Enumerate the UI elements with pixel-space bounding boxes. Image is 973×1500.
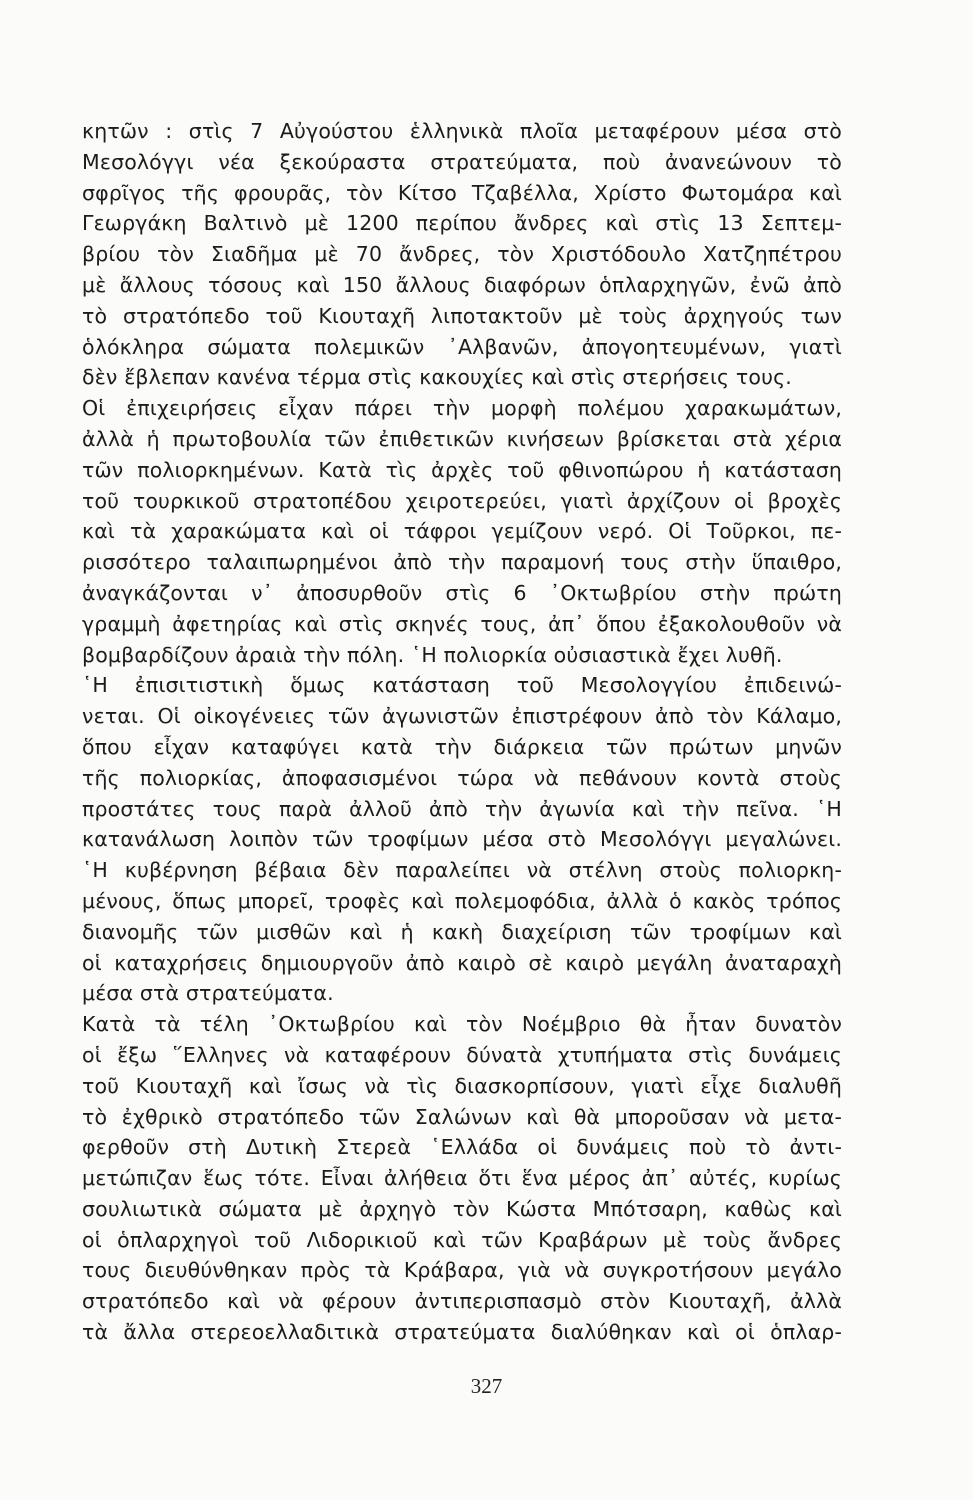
text-line: στρατόπεδο καὶ νὰ φέρουν ἀντιπερισπασμὸ στὸν Κιουταχῆ, ἀλλὰ xyxy=(82,1289,842,1314)
text-line: διανομῆς τῶν μισθῶν καὶ ἡ κακὴ διαχείριση τῶν τροφίμων καὶ xyxy=(82,919,842,944)
text-line: κατανάλωση λοιπὸν τῶν τροφίμων μέσα στὸ Μεσολόγγι μεγαλώνει. xyxy=(82,827,842,852)
page-number: 327 xyxy=(470,1374,503,1398)
text-line: βομβαρδίζουν ἀραιὰ τὴν πόλη. ῾Η πολιορκία οὐσιαστικὰ ἔχει λυθῆ. xyxy=(82,642,783,667)
text-line: ὅπου εἶχαν καταφύγει κατὰ τὴν διάρκεια τῶν πρώτων μηνῶν xyxy=(82,734,842,759)
text-line: Οἱ ἐπιχειρήσεις εἶχαν πάρει τὴν μορφὴ πολέμου χαρακωμάτων, xyxy=(82,396,842,421)
text-line: τὰ ἄλλα στερεοελλαδιτικὰ στρατεύματα διαλύθηκαν καὶ οἱ ὁπλαρ- xyxy=(82,1320,842,1345)
text-line: Κατὰ τὰ τέλη ᾿Οκτωβρίου καὶ τὸν Νοέμβριο θὰ ἦταν δυνατὸν xyxy=(82,1012,842,1037)
text-line: οἱ ὁπλαρχηγοὶ τοῦ Λιδορικιοῦ καὶ τῶν Κραβάρων μὲ τοὺς ἄνδρες xyxy=(82,1227,842,1252)
text-line: μὲ ἄλλους τόσους καὶ 150 ἄλλους διαφόρων ὁπλαρχηγῶν, ἐνῶ ἀπὸ xyxy=(82,272,842,297)
text-line: οἱ καταχρήσεις δημιουργοῦν ἀπὸ καιρὸ σὲ καιρὸ μεγάλη ἀναταραχὴ xyxy=(82,950,842,975)
text-line: ἀλλὰ ἡ πρωτοβουλία τῶν ἐπιθετικῶν κινήσεων βρίσκεται στὰ χέρια xyxy=(82,426,842,451)
text-line: ὁλόκληρα σώματα πολεμικῶν ᾿Αλβανῶν, ἀπογοητευμένων, γιατὶ xyxy=(82,334,842,359)
text-line: σφρῖγος τῆς φρουρᾶς, τὸν Κίτσο Τζαβέλλα, Χρίστο Φωτομάρα καὶ xyxy=(82,180,842,205)
text-line: βρίου τὸν Σιαδῆμα μὲ 70 ἄνδρες, τὸν Χριστόδουλο Χατζηπέτρου xyxy=(82,242,842,267)
text-line: κητῶν : στὶς 7 Αὐγούστου ἑλληνικὰ πλοῖα μεταφέρουν μέσα στὸ xyxy=(82,119,842,143)
text-line: τῆς πολιορκίας, ἀποφασισμένοι τώρα νὰ πεθάνουν κοντὰ στοὺς xyxy=(82,765,842,790)
text-line: προστάτες τους παρὰ ἀλλοῦ ἀπὸ τὴν ἀγωνία καὶ τὴν πεῖνα. ῾Η xyxy=(82,796,842,821)
text-line: τῶν πολιορκημένων. Κατὰ τὶς ἀρχὲς τοῦ φθινοπώρου ἡ κατάσταση xyxy=(82,457,842,482)
text-line: μέσα στὰ στρατεύματα. xyxy=(82,981,334,1006)
text-line: δὲν ἔβλεπαν κανένα τέρμα στὶς κακουχίες καὶ στὶς στερήσεις τους. xyxy=(82,365,792,390)
text-line: τους διευθύνθηκαν πρὸς τὰ Κράβαρα, γιὰ νὰ συγκροτήσουν μεγάλο xyxy=(82,1258,842,1283)
text-line: ρισσότερο ταλαιπωρημένοι ἀπὸ τὴν παραμονή τους στὴν ὕπαιθρο, xyxy=(82,550,842,575)
text-line: ῾Η κυβέρνηση βέβαια δὲν παραλείπει νὰ στέλνη στοὺς πολιορκη- xyxy=(82,858,842,883)
body-text xyxy=(82,116,842,1348)
text-line: μένους, ὅπως μπορεῖ, τροφὲς καὶ πολεμοφόδια, ἀλλὰ ὁ κακὸς τρόπος xyxy=(82,888,842,913)
text-line: σουλιωτικὰ σώματα μὲ ἀρχηγὸ τὸν Κώστα Μπότσαρη, καθὼς καὶ xyxy=(82,1196,842,1221)
text-line: γραμμὴ ἀφετηρίας καὶ στὶς σκηνές τους, ἀπ᾿ ὅπου ἐξακολουθοῦν νὰ xyxy=(82,611,842,636)
text-line: τὸ στρατόπεδο τοῦ Κιουταχῆ λιποτακτοῦν μὲ τοὺς ἀρχηγούς των xyxy=(82,303,842,328)
text-line: τοῦ Κιουταχῆ καὶ ἴσως νὰ τὶς διασκορπίσουν, γιατὶ εἶχε διαλυθῆ xyxy=(82,1073,842,1098)
text-line: φερθοῦν στὴ Δυτικὴ Στερεὰ ῾Ελλάδα οἱ δυνάμεις ποὺ τὸ ἀντι- xyxy=(82,1135,842,1160)
text-line: μετώπιζαν ἕως τότε. Εἶναι ἀλήθεια ὅτι ἕνα μέρος ἀπ᾿ αὐτές, κυρίως xyxy=(82,1166,842,1191)
text-line: καὶ τὰ χαρακώματα καὶ οἱ τάφροι γεμίζουν νερό. Οἱ Τοῦρκοι, πε- xyxy=(82,519,842,544)
text-line: Μεσολόγγι νέα ξεκούραστα στρατεύματα, ποὺ ἀνανεώνουν τὸ xyxy=(82,149,842,174)
text-line: νεται. Οἱ οἰκογένειες τῶν ἀγωνιστῶν ἐπιστρέφουν ἀπὸ τὸν Κάλαμο, xyxy=(82,704,842,729)
text-line: ἀναγκάζονται ν᾿ ἀποσυρθοῦν στὶς 6 ᾿Οκτωβρίου στὴν πρώτη xyxy=(82,580,842,605)
text-line: ῾Η ἐπισιτιστικὴ ὅμως κατάσταση τοῦ Μεσολογγίου ἐπιδεινώ- xyxy=(82,673,842,698)
text-line: τοῦ τουρκικοῦ στρατοπέδου χειροτερεύει, γιατὶ ἀρχίζουν οἱ βροχὲς xyxy=(82,488,842,513)
text-line: Γεωργάκη Βαλτινὸ μὲ 1200 περίπου ἄνδρες καὶ στὶς 13 Σεπτεμ- xyxy=(82,211,842,236)
text-line: οἱ ἔξω ῞Ελληνες νὰ καταφέρουν δύνατὰ χτυπήματα στὶς δυνάμεις xyxy=(82,1042,842,1067)
text-line: τὸ ἐχθρικὸ στρατόπεδο τῶν Σαλώνων καὶ θὰ μποροῦσαν νὰ μετα- xyxy=(82,1104,842,1129)
